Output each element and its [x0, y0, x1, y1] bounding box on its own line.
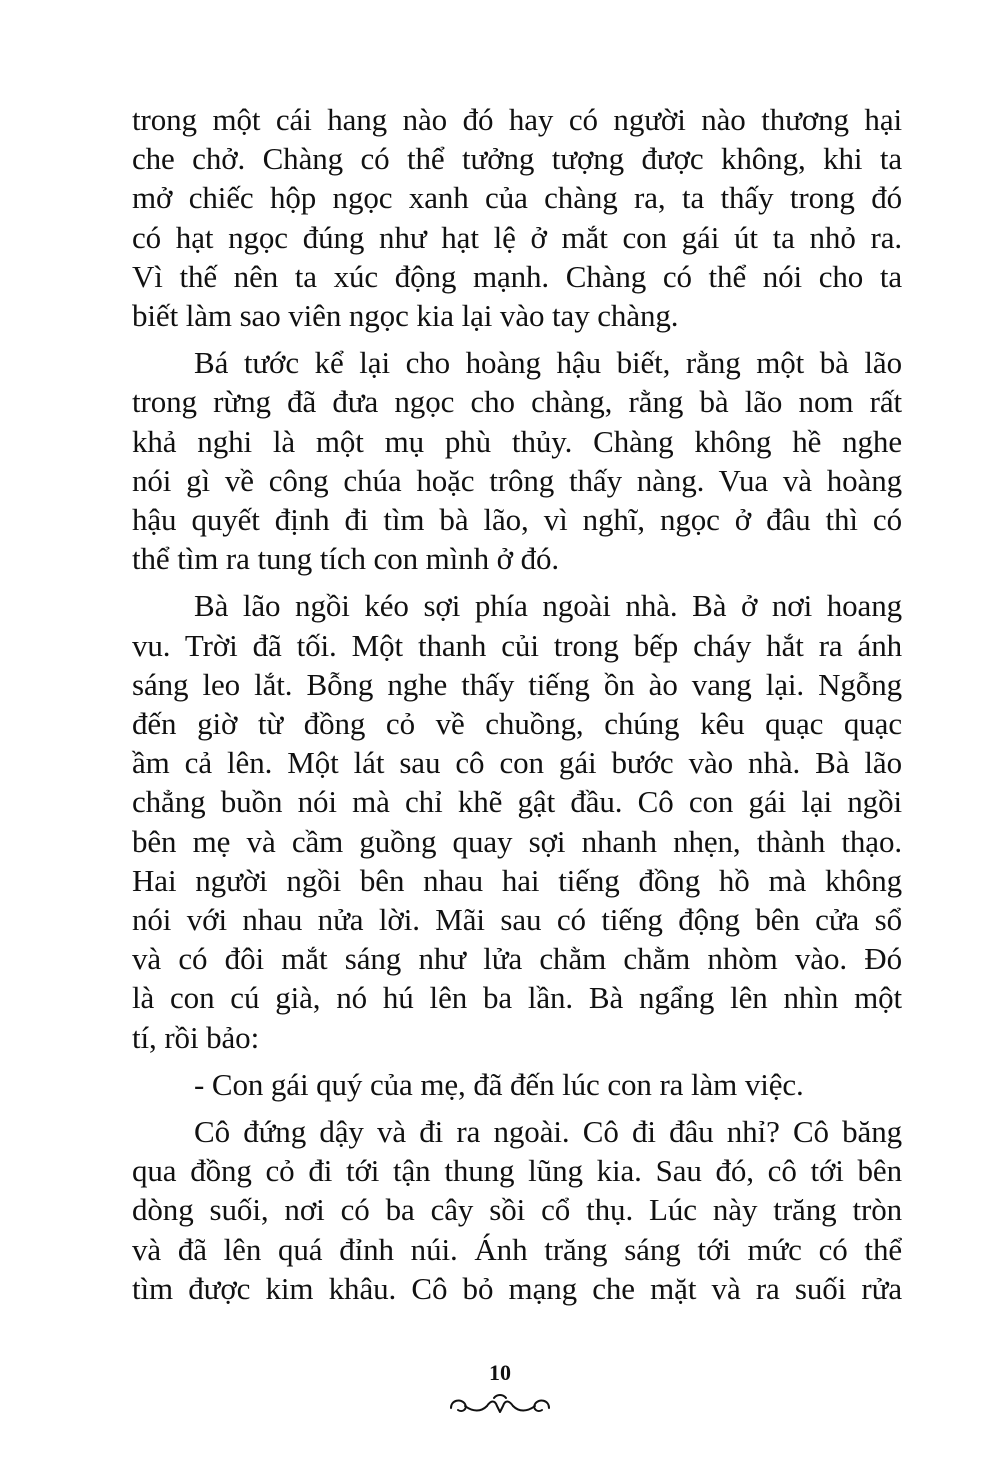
text-line: đến giờ từ đồng cỏ về chuồng, chúng kêu quạc quạc — [132, 706, 902, 742]
text-line: ầm cả lên. Một lát sau cô con gái bước vào nhà. Bà lão — [132, 745, 902, 781]
text-line: trong rừng đã đưa ngọc cho chàng, rằng bà lão nom rất — [132, 384, 902, 420]
text-line: và có đôi mắt sáng như lửa chằm chằm nhòm vào. Đó — [132, 941, 902, 977]
text-line: có hạt ngọc đúng như hạt lệ ở mắt con gái út ta nhỏ ra. — [132, 219, 902, 255]
text-line: tìm được kim khâu. Cô bỏ mạng che mặt và ra suối rửa — [132, 1270, 902, 1306]
text-line: bên mẹ và cầm guồng quay sợi nhanh nhẹn, thành thạo. — [132, 823, 902, 859]
text-line: vu. Trời đã tối. Một thanh củi trong bếp cháy hắt ra ánh — [132, 627, 902, 663]
text-line: sáng leo lắt. Bỗng nghe thấy tiếng ồn ào vang lại. Ngỗng — [132, 666, 902, 702]
text-line: chẳng buồn nói mà chỉ khẽ gật đầu. Cô con gái lại ngồi — [132, 784, 902, 820]
text-line: dòng suối, nơi có ba cây sồi cổ thụ. Lúc này trăng tròn — [132, 1192, 902, 1228]
text-line: nói gì về công chúa hoặc trông thấy nàng. Vua và hoàng — [132, 462, 902, 498]
decorative-flourish-icon — [445, 1392, 555, 1418]
text-line: che chở. Chàng có thể tưởng tượng được không, khi ta — [132, 141, 902, 177]
text-line: Vì thế nên ta xúc động mạnh. Chàng có thể nói cho ta — [132, 258, 902, 294]
text-line: là con cú già, nó hú lên ba lần. Bà ngẩng lên nhìn một — [132, 980, 902, 1016]
paragraph-5 — [132, 1112, 902, 1308]
text-line: Cô đứng dậy và đi ra ngoài. Cô đi đâu nhỉ? Cô băng — [194, 1114, 902, 1150]
paragraph-2 — [132, 343, 902, 578]
text-line: Hai người ngồi bên nhau hai tiếng đồng hồ mà không — [132, 862, 902, 898]
text-line: khả nghi là một mụ phù thủy. Chàng không hề nghe — [132, 423, 902, 459]
text-line: thể tìm ra tung tích con mình ở đó. — [132, 541, 560, 577]
text-line: qua đồng cỏ đi tới tận thung lũng kia. Sau đó, cô tới bên — [132, 1153, 902, 1189]
text-line: và đã lên quá đỉnh núi. Ánh trăng sáng tới mức có thể — [132, 1231, 902, 1267]
text-line: nói với nhau nửa lời. Mãi sau có tiếng động bên cửa sổ — [132, 902, 902, 938]
text-line: mở chiếc hộp ngọc xanh của chàng ra, ta thấy trong đó — [132, 180, 902, 216]
text-line: tí, rồi bảo: — [132, 1019, 260, 1055]
text-line: Bà lão ngồi kéo sợi phía ngoài nhà. Bà ở nơi hoang — [194, 588, 902, 624]
paragraph-1 — [132, 100, 902, 335]
text-line: Bá tước kể lại cho hoàng hậu biết, rằng một bà lão — [194, 345, 902, 381]
page-number: 10 — [489, 1360, 511, 1385]
text-line: trong một cái hang nào đó hay có người nào thương hại — [132, 102, 902, 137]
text-line: hậu quyết định đi tìm bà lão, vì nghĩ, ngọc ở đâu thì có — [132, 502, 902, 538]
text-line: biết làm sao viên ngọc kia lại vào tay chàng. — [132, 298, 679, 334]
page-body — [132, 100, 902, 1308]
paragraph-4 — [132, 1065, 902, 1104]
paragraph-3 — [132, 586, 902, 1056]
text-line: - Con gái quý của mẹ, đã đến lúc con ra làm việc. — [194, 1066, 804, 1102]
page-footer — [0, 1360, 1000, 1418]
